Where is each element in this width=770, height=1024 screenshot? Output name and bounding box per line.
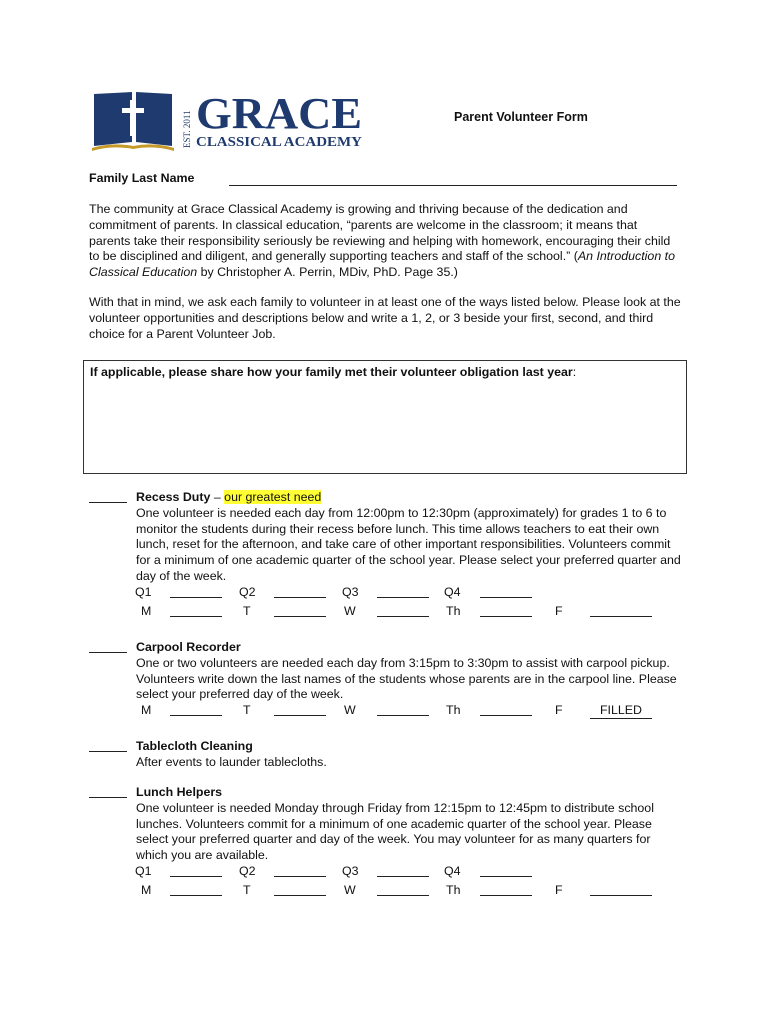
job-dash: – — [210, 490, 225, 504]
intro-text: The community at Grace Classical Academy is growing and thriving because of the dedication and commitment of parents. In classical education, “parents are welcome in the classroom; it means that parents take their responsibility seriously be reviewing and helping with homework, encouraging their child to be disciplined and diligent, and generally supporting teachers and staff of the school.” — [89, 202, 671, 264]
intro-paragraph — [89, 202, 681, 281]
quarter-blank[interactable] — [377, 585, 429, 598]
day-label: F — [555, 603, 563, 618]
quarter-label: Q2 — [239, 863, 256, 878]
quarter-blank[interactable] — [480, 864, 532, 877]
logo-name: GRACE — [196, 90, 362, 138]
instructions-paragraph: With that in mind, we ask each family to volunteer in at least one of the ways listed below. Please look at the volunteer opportunities and descriptions below and write a 1, 2, or 3 beside your first, second, and third choice for a Parent Volunteer Job. — [89, 295, 681, 341]
logo-est: EST. 2011 — [182, 110, 192, 148]
day-blank[interactable] — [480, 883, 532, 896]
logo-subtitle: CLASSICAL ACADEMY — [196, 135, 362, 150]
quarter-blank[interactable] — [170, 585, 222, 598]
obligation-box[interactable] — [83, 360, 687, 474]
day-blank[interactable] — [170, 703, 222, 716]
job-description: One volunteer is needed each day from 12:00pm to 12:30pm (approximately) for grades 1 to 6 to monitor the students during their recess before lunch. This time allows teachers to eat their own lunch, reset for the afternoon, and take care of other important responsibilities. Volunteers commit for a minimum of one academic quarter of the school year. Please select your preferred quarter and day of the week. — [136, 505, 681, 583]
obligation-prompt-text: If applicable, please share how your family met their volunteer obligation last year — [90, 365, 573, 379]
intro-open-paren: ( — [573, 249, 578, 264]
day-blank[interactable] — [590, 883, 652, 896]
day-label: M — [141, 603, 152, 618]
job-title: Lunch Helpers — [136, 785, 223, 799]
quarter-label: Q1 — [135, 584, 152, 599]
quarter-label: Q2 — [239, 584, 256, 599]
job-description: One volunteer is needed Monday through Friday from 12:15pm to 12:45pm to distribute school lunches. Volunteers commit for a minimum of one academic quarter of the school year. Please select your preferred quarter and day of the week. You may volunteer for as many quarters for which you are available. — [136, 800, 654, 863]
job-body — [136, 640, 681, 725]
quarter-blank[interactable] — [377, 864, 429, 877]
obligation-colon: : — [572, 365, 577, 379]
day-label: F — [555, 703, 563, 718]
job-body — [136, 490, 681, 625]
day-blank[interactable] — [377, 883, 429, 896]
lunch-selection-grid — [136, 864, 681, 904]
job-title: Tablecloth Cleaning — [136, 739, 253, 753]
day-blank[interactable] — [377, 604, 429, 617]
day-blank[interactable] — [274, 883, 326, 896]
quarter-label: Q4 — [444, 584, 461, 599]
quarter-label: Q3 — [342, 584, 359, 599]
job-heading — [136, 490, 681, 506]
greatest-need-highlight: our greatest need — [224, 490, 322, 504]
day-label: W — [344, 882, 356, 897]
day-blank[interactable] — [274, 604, 326, 617]
book-title: An Introduction to Classical Education — [89, 249, 675, 280]
day-blank[interactable] — [274, 703, 326, 716]
family-last-name-field[interactable] — [229, 185, 677, 186]
quarter-label: Q3 — [342, 863, 359, 878]
day-label: M — [141, 703, 152, 718]
intro-citation: by Christopher A. Perrin, MDiv, PhD. Page 35.) — [197, 265, 458, 280]
day-label: T — [243, 603, 251, 618]
day-blank[interactable] — [480, 604, 532, 617]
day-blank[interactable] — [170, 604, 222, 617]
day-label: T — [243, 882, 251, 897]
day-blank[interactable] — [480, 703, 532, 716]
quarter-blank[interactable] — [480, 585, 532, 598]
job-description: After events to launder tablecloths. — [136, 754, 327, 769]
quarter-label: Q4 — [444, 863, 461, 878]
quarter-blank[interactable] — [274, 585, 326, 598]
job-title: Recess Duty — [136, 490, 211, 504]
obligation-prompt — [90, 365, 576, 379]
day-label: W — [344, 603, 356, 618]
carpool-selection-grid — [136, 703, 681, 725]
quarter-blank[interactable] — [274, 864, 326, 877]
day-label: Th — [446, 703, 461, 718]
day-label: Th — [446, 882, 461, 897]
job-title: Carpool Recorder — [136, 640, 241, 654]
day-blank[interactable] — [170, 883, 222, 896]
filled-status: FILLED — [590, 703, 652, 719]
day-label: W — [344, 703, 356, 718]
day-blank[interactable] — [377, 703, 429, 716]
recess-selection-grid — [136, 585, 681, 625]
day-label: F — [555, 882, 563, 897]
form-title: Parent Volunteer Form — [454, 110, 588, 124]
grace-classical-academy-logo — [92, 90, 367, 152]
open-book-cross-icon — [92, 92, 174, 151]
day-label: M — [141, 882, 152, 897]
day-label: Th — [446, 603, 461, 618]
day-blank[interactable] — [590, 604, 652, 617]
job-body — [136, 739, 681, 771]
day-label: T — [243, 703, 251, 718]
family-last-name-row — [89, 171, 679, 189]
family-last-name-label: Family Last Name — [89, 171, 195, 185]
job-body — [136, 785, 681, 904]
quarter-blank[interactable] — [170, 864, 222, 877]
quarter-label: Q1 — [135, 863, 152, 878]
job-description: One or two volunteers are needed each day from 3:15pm to 3:30pm to assist with carpool pickup. Volunteers write down the last names of the students whose parents are in the carpool line. Please select your preferred day of the week. — [136, 655, 677, 702]
